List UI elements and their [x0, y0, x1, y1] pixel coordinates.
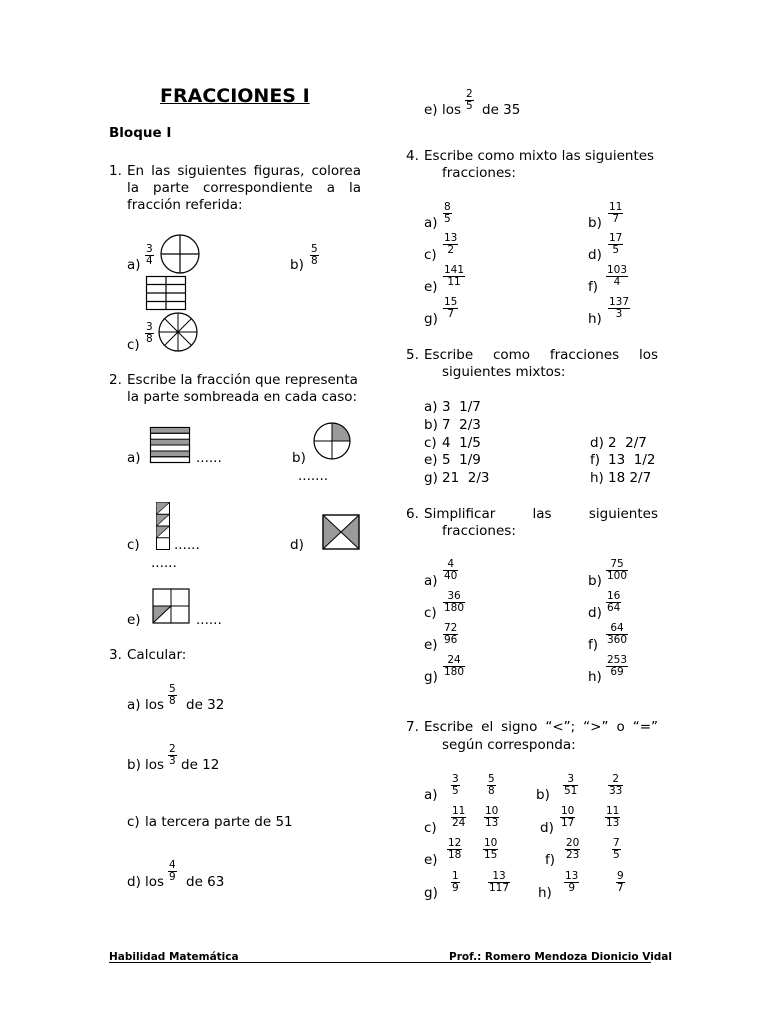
q4-h-fraction: $\frac{137}{3}$ — [609, 296, 630, 320]
q3-a-label: a) — [127, 697, 141, 713]
q7-c-fraction-2: $\frac{10}{13}$ — [485, 805, 499, 829]
q5-b-label: b) — [424, 417, 438, 433]
q7-a-label: a) — [424, 787, 438, 803]
q3-e-fraction: $\frac{2}{5}$ — [466, 88, 473, 112]
q2-number: 2. — [109, 372, 122, 388]
q1-a-fraction: $\frac{3}{4}$ — [146, 243, 153, 267]
q1-line-2: la parte correspondiente a la — [127, 180, 361, 196]
q3-a-fraction: $\frac{5}{8}$ — [169, 683, 176, 707]
q7-a-fraction-2: $\frac{5}{8}$ — [488, 773, 495, 797]
q4-f-fraction: $\frac{103}{4}$ — [607, 264, 628, 288]
q5-e-value: 5 1/9 — [442, 452, 481, 468]
q7-e-fraction-1: $\frac{12}{18}$ — [448, 837, 462, 861]
q3-e-pre: los — [442, 102, 462, 118]
q2-c-vertical-strip — [156, 502, 170, 550]
q1-line-3: fracción referida: — [127, 197, 243, 213]
q3-d-post: de 63 — [186, 874, 225, 890]
q2-a-label: a) — [127, 450, 141, 466]
q7-g-fraction-2: $\frac{13}{117}$ — [489, 870, 510, 894]
q2-c-answer-blank[interactable]: ...... — [174, 537, 200, 553]
q7-d-fraction-2: $\frac{11}{13}$ — [606, 805, 620, 829]
q3-e-post: de 35 — [482, 102, 521, 118]
q6-h-fraction: $\frac{253}{69}$ — [607, 654, 628, 678]
q1-line-1: En las siguientes figuras, colorea — [127, 163, 361, 179]
q4-b-label: b) — [588, 215, 602, 231]
q7-f-fraction-2: $\frac{7}{5}$ — [613, 837, 620, 861]
q6-line-1: Simplificar las siguientes — [424, 506, 658, 522]
q7-h-fraction-2: $\frac{9}{7}$ — [617, 870, 624, 894]
q3-c-text: la tercera parte de 51 — [145, 814, 293, 830]
q3-number: 3. — [109, 647, 122, 663]
q6-e-fraction: $\frac{72}{96}$ — [444, 622, 458, 646]
q7-g-fraction-1: $\frac{1}{9}$ — [452, 870, 459, 894]
q7-number: 7. — [406, 719, 419, 735]
q4-d-label: d) — [588, 247, 602, 263]
q6-c-label: c) — [424, 605, 437, 621]
q3-b-pre: los — [145, 757, 165, 773]
q4-line-2: fracciones: — [442, 165, 516, 181]
footer-right: Prof.: Romero Mendoza Dionicio Vidal — [449, 951, 672, 963]
footer-left: Habilidad Matemática — [109, 951, 239, 963]
q5-a-value: 3 1/7 — [442, 399, 481, 415]
q6-f-fraction: $\frac{64}{360}$ — [607, 622, 628, 646]
q4-line-1: Escribe como mixto las siguientes — [424, 148, 655, 164]
q3-a-pre: los — [145, 697, 165, 713]
q1-b-label: b) — [290, 257, 304, 273]
q5-f-label: f) — [590, 452, 601, 468]
q6-e-label: e) — [424, 637, 438, 653]
q3-b-post: de 12 — [181, 757, 220, 773]
q4-e-label: e) — [424, 279, 438, 295]
q4-d-fraction: $\frac{17}{5}$ — [609, 232, 623, 256]
q5-d-value: 2 2/7 — [608, 435, 647, 451]
q3-b-label: b) — [127, 757, 141, 773]
q7-b-fraction-2: $\frac{2}{33}$ — [609, 773, 623, 797]
q1-b-grid-rectangle — [146, 276, 186, 310]
q1-a-label: a) — [127, 257, 141, 273]
q6-a-fraction: $\frac{4}{40}$ — [444, 558, 458, 582]
q5-number: 5. — [406, 347, 419, 363]
q3-d-label: d) — [127, 874, 141, 890]
q7-g-label: g) — [424, 885, 438, 901]
q4-c-fraction: $\frac{13}{2}$ — [444, 232, 458, 256]
q5-a-label: a) — [424, 399, 438, 415]
q6-line-2: fracciones: — [442, 523, 516, 539]
q3-e-label: e) — [424, 102, 438, 118]
q7-b-fraction-1: $\frac{3}{51}$ — [564, 773, 578, 797]
q7-f-label: f) — [545, 852, 556, 868]
q2-e-label: e) — [127, 612, 141, 628]
q4-f-label: f) — [588, 279, 599, 295]
q7-c-label: c) — [424, 820, 437, 836]
q7-d-label: d) — [540, 820, 554, 836]
q1-b-fraction: $\frac{5}{8}$ — [311, 243, 318, 267]
q6-a-label: a) — [424, 573, 438, 589]
q7-d-fraction-1: $\frac{10}{17}$ — [561, 805, 575, 829]
q2-b-answer-blank[interactable]: ....... — [298, 468, 329, 484]
q4-h-label: h) — [588, 311, 602, 327]
q7-a-fraction-1: $\frac{3}{5}$ — [452, 773, 459, 797]
q7-h-label: h) — [538, 885, 552, 901]
q3-d-pre: los — [145, 874, 165, 890]
q1-c-circle-eighths — [158, 312, 198, 352]
q6-d-label: d) — [588, 605, 602, 621]
q5-line-1: Escribe como fracciones los — [424, 347, 658, 363]
q3-c-label: c) — [127, 814, 140, 830]
q4-a-fraction: $\frac{8}{5}$ — [444, 201, 451, 225]
q5-h-value: 18 2/7 — [608, 470, 652, 486]
q7-c-fraction-1: $\frac{11}{24}$ — [452, 805, 466, 829]
q5-f-value: 13 1/2 — [608, 452, 656, 468]
q5-b-value: 7 2/3 — [442, 417, 481, 433]
q2-line-2: la parte sombreada en cada caso: — [127, 389, 358, 405]
q4-g-label: g) — [424, 311, 438, 327]
q2-a-answer-blank[interactable]: ...... — [196, 450, 222, 466]
q7-f-fraction-1: $\frac{20}{23}$ — [566, 837, 580, 861]
q6-c-fraction: $\frac{36}{180}$ — [444, 590, 465, 614]
q3-text: Calcular: — [127, 647, 187, 663]
q5-c-label: c) — [424, 435, 437, 451]
block-heading: Bloque I — [109, 125, 172, 141]
q3-d-fraction: $\frac{4}{9}$ — [169, 859, 176, 883]
q7-line-1: Escribe el signo “<”; “>” o “=” — [424, 719, 658, 735]
q4-e-fraction: $\frac{141}{11}$ — [444, 264, 465, 288]
q3-b-fraction: $\frac{2}{3}$ — [169, 743, 176, 767]
q5-line-2: siguientes mixtos: — [442, 364, 566, 380]
q6-b-fraction: $\frac{75}{100}$ — [607, 558, 628, 582]
q5-e-label: e) — [424, 452, 438, 468]
q7-h-fraction-1: $\frac{13}{9}$ — [565, 870, 579, 894]
q4-g-fraction: $\frac{15}{7}$ — [444, 296, 458, 320]
q4-b-fraction: $\frac{11}{7}$ — [609, 201, 623, 225]
q6-b-label: b) — [588, 573, 602, 589]
q2-line-1: Escribe la fracción que representa — [127, 372, 358, 388]
q6-f-label: f) — [588, 637, 599, 653]
q5-g-value: 21 2/3 — [442, 470, 490, 486]
q2-e-answer-blank[interactable]: ...... — [196, 612, 222, 628]
q5-g-label: g) — [424, 470, 438, 486]
q2-e-square-quarters — [152, 588, 190, 624]
q4-a-label: a) — [424, 215, 438, 231]
q2-d-label: d) — [290, 537, 304, 553]
q2-b-circle-quarter-shaded — [313, 422, 351, 460]
q4-number: 4. — [406, 148, 419, 164]
q2-a-striped-rectangle — [150, 427, 190, 463]
page-title: FRACCIONES I — [160, 85, 310, 107]
q5-d-label: d) — [590, 435, 604, 451]
q4-c-label: c) — [424, 247, 437, 263]
q6-g-label: g) — [424, 669, 438, 685]
q6-h-label: h) — [588, 669, 602, 685]
q1-c-fraction: $\frac{3}{8}$ — [146, 321, 153, 345]
q7-line-2: según corresponda: — [442, 737, 576, 753]
q3-a-post: de 32 — [186, 697, 225, 713]
q5-h-label: h) — [590, 470, 604, 486]
q7-e-label: e) — [424, 852, 438, 868]
q1-c-label: c) — [127, 337, 140, 353]
q2-c-label: c) — [127, 537, 140, 553]
q6-g-fraction: $\frac{24}{180}$ — [444, 654, 465, 678]
q6-number: 6. — [406, 506, 419, 522]
q5-c-value: 4 1/5 — [442, 435, 481, 451]
q7-b-label: b) — [536, 787, 550, 803]
q7-e-fraction-2: $\frac{10}{15}$ — [484, 837, 498, 861]
q1-number: 1. — [109, 163, 122, 179]
q2-c-answer-blank-2[interactable]: ...... — [151, 555, 177, 571]
q6-d-fraction: $\frac{16}{64}$ — [607, 590, 621, 614]
q2-d-square-diagonals — [322, 514, 360, 550]
q1-a-circle-quarters — [160, 234, 200, 274]
q2-b-label: b) — [292, 450, 306, 466]
